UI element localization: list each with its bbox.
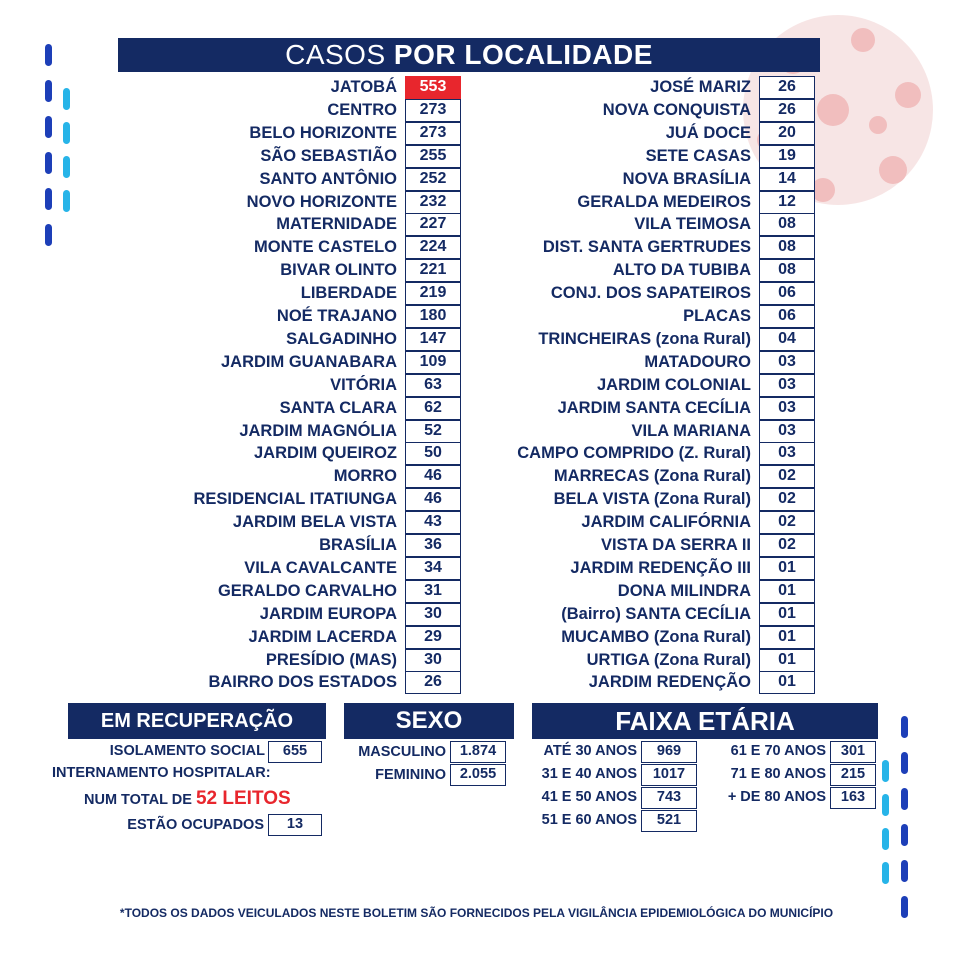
faixa-label: 41 E 50 ANOS [541,789,637,805]
locality-value: 63 [405,374,461,397]
locality-name: JARDIM REDENÇÃO III [570,558,751,577]
faixa-label: 61 E 70 ANOS [730,743,826,759]
locality-value: 01 [759,649,815,672]
locality-name: JARDIM EUROPA [259,604,397,623]
locality-name: JARDIM SANTA CECÍLIA [557,398,751,417]
ocupados-label: ESTÃO OCUPADOS [127,817,264,833]
locality-name: CAMPO COMPRIDO (Z. Rural) [517,444,751,463]
locality-name: PLACAS [683,307,751,325]
sexo-header: SEXO [344,703,514,739]
locality-name: SANTO ANTÔNIO [259,169,397,188]
locality-value: 227 [405,213,461,236]
locality-value: 30 [405,649,461,672]
masculino-label: MASCULINO [358,744,446,760]
locality-value: 01 [759,626,815,649]
locality-name: JATOBÁ [330,78,397,96]
locality-name: BELO HORIZONTE [249,123,397,142]
feminino-label: FEMININO [375,767,446,783]
locality-name: DONA MILINDRA [617,581,751,600]
leitos-value: 52 LEITOS [195,788,291,809]
locality-value: 553 [405,76,461,99]
ocupados-value: 13 [268,814,322,836]
locality-name: VITÓRIA [330,375,397,394]
locality-value: 224 [405,236,461,259]
faixa-value: 969 [641,741,697,763]
locality-value: 02 [759,465,815,488]
locality-name: SÃO SEBASTIÃO [260,146,397,165]
locality-name: NOVA CONQUISTA [602,100,751,119]
locality-value: 43 [405,511,461,534]
locality-name: RESIDENCIAL ITATIUNGA [193,490,397,509]
locality-name: SANTA CLARA [279,398,397,417]
locality-value: 46 [405,465,461,488]
locality-value: 180 [405,305,461,328]
locality-value: 12 [759,191,815,214]
locality-value: 03 [759,351,815,374]
locality-name: JARDIM MAGNÓLIA [239,421,397,440]
locality-name: NOVA BRASÍLIA [622,169,751,188]
locality-value: 255 [405,145,461,168]
locality-value: 20 [759,122,815,145]
locality-value: 31 [405,580,461,603]
locality-value: 36 [405,534,461,557]
locality-value: 219 [405,282,461,305]
feminino-value: 2.055 [450,764,506,786]
locality-name: SALGADINHO [286,329,397,348]
locality-value: 02 [759,488,815,511]
locality-name: BIVAR OLINTO [280,261,397,280]
locality-value: 03 [759,442,815,465]
locality-name: PRESÍDIO (MAS) [265,650,397,669]
locality-name: GERALDA MEDEIROS [577,192,751,211]
locality-name: MUCAMBO (Zona Rural) [561,627,751,646]
footer-note: *TODOS OS DADOS VEICULADOS NESTE BOLETIM SÃO FORNECIDOS PELA VIGILÂNCIA EPIDEMIOLÓGICA DO MUNICÍPIO [119,906,834,920]
faixa-value: 215 [830,764,876,786]
locality-name: GERALDO CARVALHO [217,581,397,600]
locality-value: 29 [405,626,461,649]
faixa-value: 1017 [641,764,697,786]
locality-name: CENTRO [327,100,397,119]
locality-name: NOVO HORIZONTE [246,192,397,211]
leitos-label: NUM TOTAL DE [84,792,192,808]
faixa-value: 301 [830,741,876,763]
locality-value: 52 [405,420,461,443]
locality-name: LIBERDADE [300,284,397,303]
locality-name: MORRO [333,467,397,486]
locality-value: 221 [405,259,461,282]
faixa-label: 31 E 40 ANOS [541,766,637,782]
faixa-header: FAIXA ETÁRIA [532,703,878,739]
locality-value: 26 [405,671,461,694]
locality-value: 50 [405,442,461,465]
faixa-value: 521 [641,810,697,832]
locality-value: 26 [759,99,815,122]
locality-name: (Bairro) SANTA CECÍLIA [561,604,751,623]
locality-name: JOSÉ MARIZ [650,78,751,96]
locality-name: JARDIM QUEIROZ [253,444,397,463]
locality-name: SETE CASAS [645,146,751,165]
locality-name: BRASÍLIA [319,536,397,554]
locality-name: MARRECAS (Zona Rural) [553,467,751,486]
isolamento-value: 655 [268,741,322,763]
locality-name: MATADOURO [644,352,751,371]
locality-name: JARDIM BELA VISTA [232,513,397,532]
locality-value: 01 [759,671,815,694]
locality-name: VILA TEIMOSA [634,215,751,234]
locality-name: VILA CAVALCANTE [244,558,397,577]
locality-name: VISTA DA SERRA II [600,536,751,554]
locality-value: 147 [405,328,461,351]
isolamento-label: ISOLAMENTO SOCIAL [109,743,265,759]
faixa-label: 51 E 60 ANOS [541,812,637,828]
leitos-row [84,788,291,810]
locality-name: VILA MARIANA [631,421,751,440]
locality-value: 06 [759,282,815,305]
locality-value: 34 [405,557,461,580]
locality-value: 01 [759,580,815,603]
locality-name: TRINCHEIRAS (zona Rural) [538,329,751,348]
locality-value: 03 [759,374,815,397]
locality-value: 03 [759,397,815,420]
locality-value: 252 [405,168,461,191]
locality-name: ALTO DA TUBIBA [612,261,751,280]
locality-value: 273 [405,99,461,122]
locality-value: 01 [759,557,815,580]
locality-name: MATERNIDADE [276,215,397,234]
locality-name: BELA VISTA (Zona Rural) [553,490,751,509]
locality-name: BAIRRO DOS ESTADOS [208,673,397,692]
recuperacao-header: EM RECUPERAÇÃO [68,703,326,739]
faixa-value: 743 [641,787,697,809]
internamento-label: INTERNAMENTO HOSPITALAR: [52,765,271,781]
locality-value: 26 [759,76,815,99]
faixa-label: + DE 80 ANOS [727,789,826,805]
locality-value: 08 [759,213,815,236]
locality-value: 08 [759,236,815,259]
locality-value: 01 [759,603,815,626]
locality-value: 30 [405,603,461,626]
page-title: CASOS POR LOCALIDADE [118,38,820,72]
locality-name: JARDIM REDENÇÃO [588,673,751,692]
faixa-label: 71 E 80 ANOS [730,766,826,782]
locality-name: MONTE CASTELO [254,238,397,257]
locality-value: 08 [759,259,815,282]
locality-name: JARDIM COLONIAL [597,375,751,394]
locality-value: 62 [405,397,461,420]
locality-value: 232 [405,191,461,214]
locality-value: 46 [405,488,461,511]
locality-name: DIST. SANTA GERTRUDES [542,238,751,257]
faixa-value: 163 [830,787,876,809]
locality-value: 273 [405,122,461,145]
locality-value: 03 [759,420,815,443]
locality-value: 19 [759,145,815,168]
locality-value: 02 [759,511,815,534]
locality-name: CONJ. DOS SAPATEIROS [550,284,751,303]
locality-value: 14 [759,168,815,191]
faixa-label: ATÉ 30 ANOS [543,743,637,759]
locality-name: JARDIM GUANABARA [221,352,397,371]
locality-name: JARDIM CALIFÓRNIA [581,513,751,532]
locality-name: JARDIM LACERDA [248,627,397,646]
masculino-value: 1.874 [450,741,506,763]
locality-name: NOÉ TRAJANO [276,307,397,325]
locality-value: 109 [405,351,461,374]
locality-name: JUÁ DOCE [665,123,751,142]
locality-name: URTIGA (Zona Rural) [586,650,751,669]
locality-value: 02 [759,534,815,557]
locality-value: 04 [759,328,815,351]
locality-value: 06 [759,305,815,328]
